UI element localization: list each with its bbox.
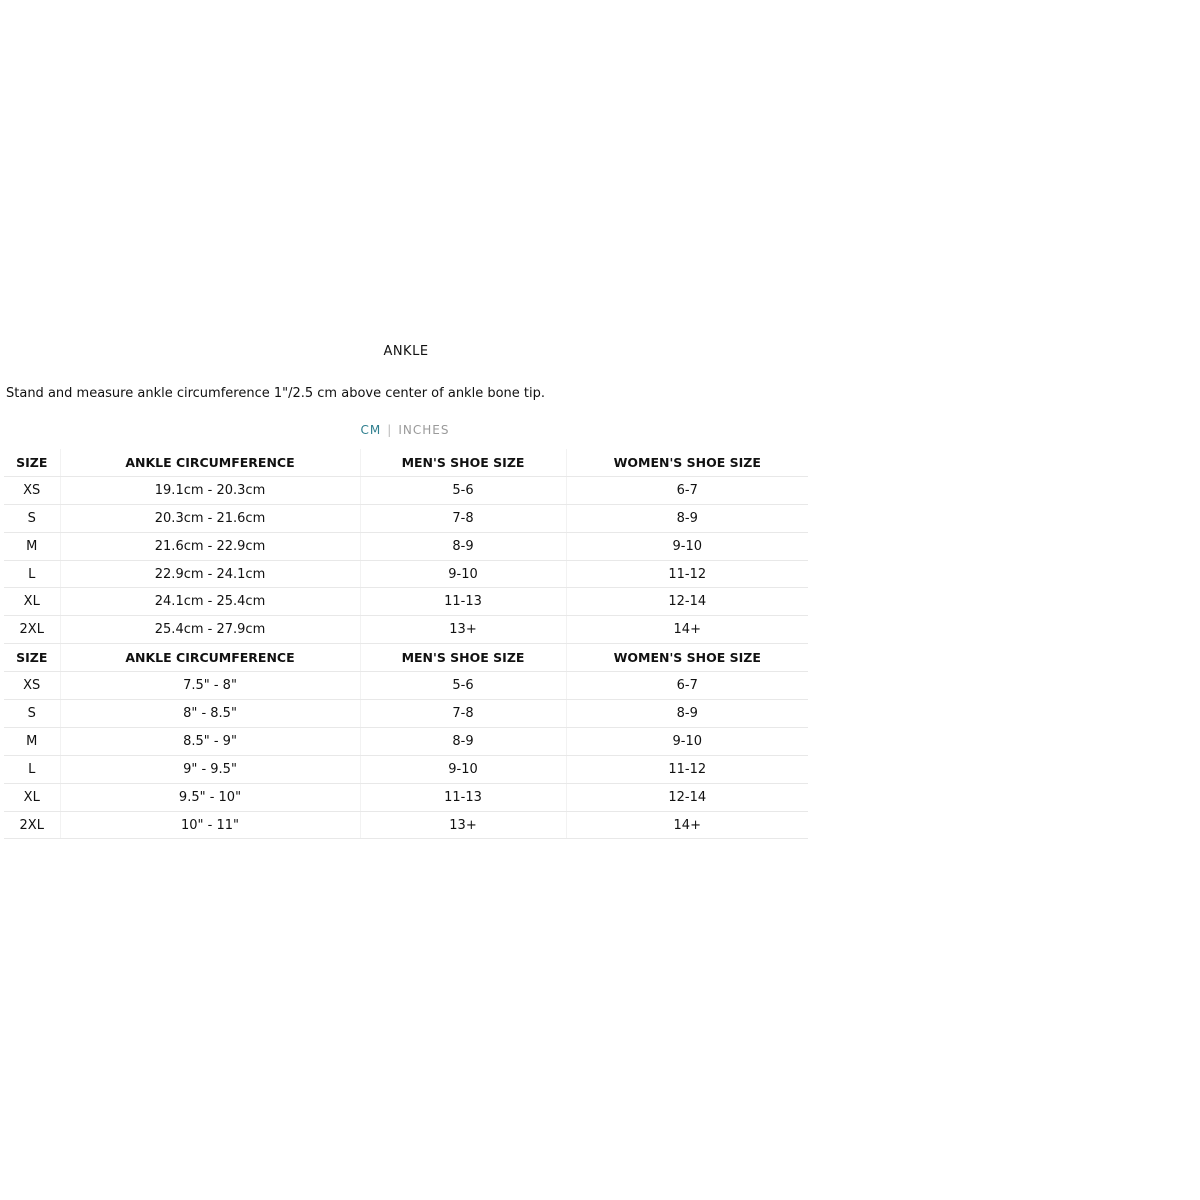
- size-cell: XL: [4, 588, 60, 616]
- ankle-cell: 20.3cm - 21.6cm: [60, 504, 360, 532]
- table-row: [4, 560, 808, 588]
- womens-size-cell: 11-12: [566, 560, 808, 588]
- ankle-cell: 8.5" - 9": [60, 727, 360, 755]
- header-size: SIZE: [4, 449, 60, 476]
- chart-title: ANKLE: [383, 344, 429, 359]
- header-ankle-circumference: ANKLE CIRCUMFERENCE: [60, 644, 360, 672]
- mens-size-cell: 11-13: [360, 783, 566, 811]
- ankle-cell: 9.5" - 10": [60, 783, 360, 811]
- table-row: [4, 532, 808, 560]
- womens-size-cell: 8-9: [566, 504, 808, 532]
- size-chart-table: [4, 449, 808, 839]
- header-mens-shoe-size: MEN'S SHOE SIZE: [360, 644, 566, 672]
- womens-size-cell: 14+: [566, 811, 808, 839]
- size-cell: S: [4, 504, 60, 532]
- womens-size-cell: 6-7: [566, 672, 808, 700]
- mens-size-cell: 7-8: [360, 504, 566, 532]
- table-row: [4, 672, 808, 700]
- size-cell: 2XL: [4, 616, 60, 644]
- womens-size-cell: 11-12: [566, 755, 808, 783]
- header-womens-shoe-size: WOMEN'S SHOE SIZE: [566, 449, 808, 476]
- table-row: [4, 476, 808, 504]
- table-row: [4, 588, 808, 616]
- womens-size-cell: 12-14: [566, 588, 808, 616]
- table-row: [4, 755, 808, 783]
- size-cell: M: [4, 532, 60, 560]
- mens-size-cell: 13+: [360, 616, 566, 644]
- table-row: [4, 616, 808, 644]
- mens-size-cell: 8-9: [360, 727, 566, 755]
- size-cell: 2XL: [4, 811, 60, 839]
- size-cell: M: [4, 727, 60, 755]
- table-row: [4, 504, 808, 532]
- ankle-cell: 7.5" - 8": [60, 672, 360, 700]
- table-row: [4, 811, 808, 839]
- womens-size-cell: 9-10: [566, 532, 808, 560]
- header-mens-shoe-size: MEN'S SHOE SIZE: [360, 449, 566, 476]
- womens-size-cell: 9-10: [566, 727, 808, 755]
- size-cell: L: [4, 560, 60, 588]
- header-womens-shoe-size: WOMEN'S SHOE SIZE: [566, 644, 808, 672]
- table-header-row-cm: [4, 449, 808, 476]
- header-ankle-circumference: ANKLE CIRCUMFERENCE: [60, 449, 360, 476]
- unit-toggle: [340, 423, 470, 437]
- measure-instructions: Stand and measure ankle circumference 1"/2.5 cm above center of ankle bone tip.: [6, 386, 545, 401]
- mens-size-cell: 5-6: [360, 672, 566, 700]
- size-cell: L: [4, 755, 60, 783]
- table-header-row-inches: [4, 644, 808, 672]
- unit-inches-tab[interactable]: INCHES: [398, 423, 450, 437]
- header-size: SIZE: [4, 644, 60, 672]
- unit-separator: |: [387, 423, 393, 437]
- table-row: [4, 783, 808, 811]
- mens-size-cell: 9-10: [360, 755, 566, 783]
- ankle-cell: 9" - 9.5": [60, 755, 360, 783]
- ankle-cell: 10" - 11": [60, 811, 360, 839]
- size-cell: XL: [4, 783, 60, 811]
- ankle-cell: 25.4cm - 27.9cm: [60, 616, 360, 644]
- mens-size-cell: 11-13: [360, 588, 566, 616]
- ankle-cell: 19.1cm - 20.3cm: [60, 476, 360, 504]
- size-cell: XS: [4, 672, 60, 700]
- ankle-cell: 22.9cm - 24.1cm: [60, 560, 360, 588]
- mens-size-cell: 5-6: [360, 476, 566, 504]
- ankle-cell: 21.6cm - 22.9cm: [60, 532, 360, 560]
- mens-size-cell: 9-10: [360, 560, 566, 588]
- womens-size-cell: 6-7: [566, 476, 808, 504]
- mens-size-cell: 7-8: [360, 700, 566, 728]
- mens-size-cell: 13+: [360, 811, 566, 839]
- ankle-cell: 24.1cm - 25.4cm: [60, 588, 360, 616]
- size-cell: XS: [4, 476, 60, 504]
- size-cell: S: [4, 700, 60, 728]
- table-row: [4, 727, 808, 755]
- womens-size-cell: 12-14: [566, 783, 808, 811]
- womens-size-cell: 14+: [566, 616, 808, 644]
- unit-cm-tab[interactable]: CM: [360, 423, 382, 437]
- mens-size-cell: 8-9: [360, 532, 566, 560]
- table-row: [4, 700, 808, 728]
- womens-size-cell: 8-9: [566, 700, 808, 728]
- ankle-cell: 8" - 8.5": [60, 700, 360, 728]
